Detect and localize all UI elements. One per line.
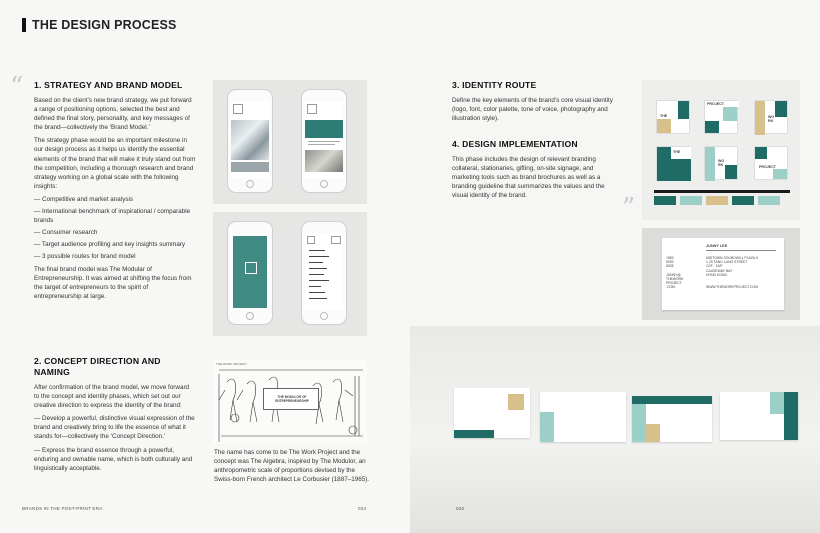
logo-variant: [656, 100, 690, 134]
concept-section: [34, 356, 196, 477]
logo-word-project: PROJECT: [759, 165, 776, 169]
concept-paragraph-1: After confirmation of the brand model, we move forward to the concept and identity phases, which set out our creative direction to express the identity of the brand:: [34, 384, 190, 410]
strategy-paragraph-1: Based on the client’s new brand strategy, we put forward a range of positioning options, selected the best and defined the final story, personality, and key messages of the brand—collectively the ‘Brand Model.’: [34, 97, 192, 132]
phone-screen: [305, 234, 343, 310]
logo-variant: [704, 100, 738, 134]
card-row-value: 1-29 TANG LUNG STREET: [706, 260, 748, 265]
palette-swatch-dark-teal: [654, 196, 676, 205]
card-row-label: .COM: [666, 285, 675, 290]
phone-device: [301, 221, 347, 325]
home-button-icon: [246, 180, 254, 188]
strategy-bullet: — Consumer research: [34, 229, 98, 237]
phone-mockup-image-1: [213, 80, 367, 204]
concept-paragraph-3: — Express the brand essence through a powerful, enduring and ownable name, which is both culturally and linguistically acceptable.: [34, 446, 193, 472]
sketch-center-title: THE MODULOR OF ENTREPRENEURSHIP: [275, 395, 309, 404]
logo-variant: [656, 146, 690, 180]
sketch-heading: THE WORK PROJECT: [216, 362, 248, 366]
palette-swatch-dark-teal: [732, 196, 754, 205]
logo-word-work-b: RK: [768, 119, 774, 124]
card-row-value: 12/F · 16/F: [706, 264, 723, 269]
phone-device: [227, 89, 273, 193]
logo-word-work-b: RK: [718, 163, 724, 168]
footer-book-title: BRANDS IN THE POST-PRINT ERA: [22, 506, 103, 511]
implementation-section: [452, 139, 618, 204]
palette-swatch-light-teal: [758, 196, 780, 205]
strategy-bullet: — Competitive and market analysis: [34, 195, 134, 203]
business-card-image: [642, 228, 800, 320]
card-name: JUNNY LEE: [706, 244, 728, 248]
footer-page-number-right: 025: [456, 506, 465, 511]
page-header: [22, 18, 177, 32]
palette-swatch-light-teal: [680, 196, 702, 205]
concept-title: 2. CONCEPT DIRECTION AND NAMING: [34, 356, 161, 377]
identity-section: [452, 80, 618, 127]
logo-variant: [704, 146, 738, 180]
phone-screen: [231, 234, 269, 310]
logo-word-work: [768, 115, 774, 123]
business-card: [662, 238, 784, 310]
card-row-label: 8305: [666, 264, 674, 269]
strategy-bullet: — International benchmark of inspirational / comparable brands: [34, 208, 191, 225]
logo-word-work: [718, 159, 724, 167]
header-bar: [22, 18, 26, 32]
card-row-label: THEWORK: [666, 277, 684, 282]
stationery-card: [540, 392, 626, 442]
logo-variant: [754, 100, 788, 134]
concept-paragraph-2: — Develop a powerful, distinctive visual expression of the brand and creatively bring to life the essence of what it stands for—collectively the ‘Concept Direction.’: [34, 415, 195, 441]
sketch-title-box: [263, 388, 319, 410]
card-row-value: MIDTOWN SOUNDWILL PLAZA II: [706, 256, 758, 260]
stationery-photo: [410, 326, 820, 533]
logo-word-work-a: WO: [718, 159, 725, 163]
strategy-section: [34, 80, 196, 305]
palette-black-bar: [654, 190, 790, 193]
page-title: THE DESIGN PROCESS: [32, 18, 177, 32]
card-row-value: WWW.THEWORKPROJECT.COM: [706, 285, 758, 290]
card-row-label: JUNNY@: [666, 272, 681, 277]
stationery-card: [632, 396, 712, 442]
modulor-sketch-image: [213, 360, 367, 444]
strategy-bullet: — 3 possible routes for brand model: [34, 253, 136, 261]
strategy-bullet: — Target audience profiling and key insights summary: [34, 241, 186, 249]
phone-mockup-image-2: [213, 212, 367, 336]
card-row: [666, 285, 780, 289]
strategy-title: 1. STRATEGY AND BRAND MODEL: [34, 80, 183, 90]
home-button-icon: [320, 180, 328, 188]
stationery-card: [720, 392, 798, 440]
card-row-label: +852: [666, 256, 674, 260]
card-row-label: 9253: [666, 260, 674, 265]
footer-page-number-left: 024: [358, 506, 367, 511]
open-quote-mark: “: [10, 72, 24, 102]
identity-paragraph: Define the key elements of the brand’s core visual identity (logo, font, color palette, tone of voice, photography and illustration style).: [452, 97, 613, 123]
card-row-value: CAUSEWAY BAY: [706, 268, 733, 273]
phone-device: [227, 221, 273, 325]
figure-caption: The name has come to be The Work Project and the concept was The Algebra, inspired by The Modulor, an anthropometric scale of proportions devised by the Swiss-born French architect Le Corbusier (1887–1965).: [214, 449, 370, 483]
strategy-paragraph-3: The final brand model was The Modular of Entrepreneurship. It was aimed at shifting the focus from the target of entrepreneurs to the spirit of entrepreneurship at large.: [34, 265, 192, 300]
implementation-paragraph: This phase includes the design of relevant branding collateral, stationaries, gifting, on-site signage, and marketing tools such as brand brochures as well as a branding guideline that summarizes the values and the visual identity of the brand.: [452, 156, 605, 200]
stationery-card: [454, 388, 530, 438]
phone-device: [301, 89, 347, 193]
phone-screen: [305, 102, 343, 178]
card-details: [666, 256, 780, 290]
phone-screen: [231, 102, 269, 178]
logo-system-image: [642, 80, 800, 220]
home-button-icon: [320, 312, 328, 320]
logo-variant: [754, 146, 788, 180]
logo-word-the: THE: [660, 114, 668, 118]
strategy-paragraph-2: The strategy phase would be an important milestone in our design process as it helps us identify the essential elements of the brand that will make it truly stand out from the competition, including a thorough research and brand strategy working on a global scale with the following insights:: [34, 137, 196, 190]
close-quote-mark: ”: [622, 193, 636, 223]
logo-word-work-a: WO: [768, 115, 775, 119]
palette-swatch-sand: [706, 196, 728, 205]
right-page: [410, 0, 820, 533]
identity-title: 3. IDENTITY ROUTE: [452, 80, 537, 90]
logo-word-the: THE: [673, 150, 681, 154]
home-button-icon: [246, 312, 254, 320]
card-row-value: HONG KONG: [706, 272, 728, 277]
logo-word-project: PROJECT: [707, 102, 724, 106]
card-row-label: PROJECT: [666, 281, 682, 286]
implementation-title: 4. DESIGN IMPLEMENTATION: [452, 139, 578, 149]
